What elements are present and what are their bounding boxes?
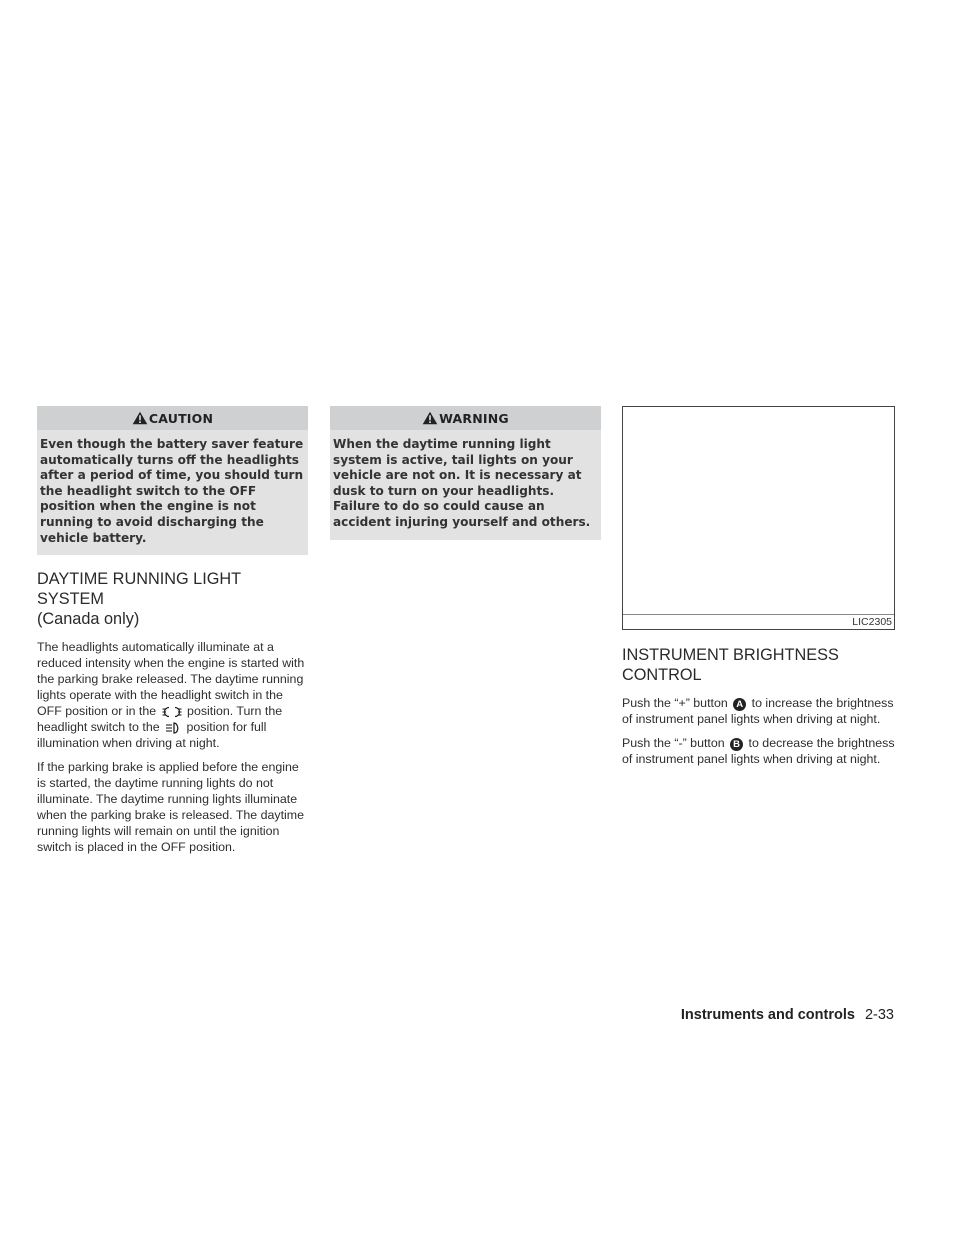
warning-title: WARNING bbox=[439, 410, 509, 426]
caution-text: Even though the battery saver feature automatically turns off the headlights after a period of time, you should turn the headlight switch to the OFF position when the engine is not running to avoid discharging the vehicle battery. bbox=[40, 437, 304, 545]
column-left bbox=[37, 406, 308, 863]
brightness-p1-part-b: to increase the brightness of instrument panel lights when driving at night. bbox=[622, 696, 894, 726]
drl-p1-part-a: The headlights automatically illuminate at a reduced intensity when the engine is started with the parking brake released. The daytime running lights operate with the headlight switch in the OFF position or in the bbox=[37, 640, 305, 719]
headlight-icon bbox=[165, 722, 181, 734]
callout-a-icon: A bbox=[733, 698, 746, 711]
drl-paragraph-1 bbox=[37, 639, 308, 751]
brightness-paragraph-1 bbox=[622, 695, 895, 727]
column-right bbox=[622, 406, 895, 775]
parking-light-icon bbox=[162, 706, 182, 718]
callout-b-icon: B bbox=[730, 738, 743, 751]
brightness-p2-part-a: Push the “-” button bbox=[622, 736, 725, 750]
warning-header bbox=[330, 406, 601, 430]
caution-header bbox=[37, 406, 308, 430]
brightness-heading-line2: CONTROL bbox=[622, 666, 702, 684]
warning-triangle-icon bbox=[132, 411, 148, 425]
caution-title: CAUTION bbox=[148, 410, 214, 426]
caution-box bbox=[37, 406, 308, 555]
drl-heading-line1: DAYTIME RUNNING LIGHT SYSTEM bbox=[37, 570, 241, 609]
warning-box bbox=[330, 406, 601, 540]
page-footer bbox=[681, 1007, 894, 1023]
footer-section-title: Instruments and controls bbox=[680, 1007, 855, 1023]
brightness-p2-part-b: to decrease the brightness of instrument panel lights when driving at night. bbox=[622, 736, 895, 766]
brightness-p1-part-a: Push the “+” button bbox=[622, 696, 728, 710]
drl-paragraph-2: If the parking brake is applied before the engine is started, the daytime running lights do not illuminate. The daytime running lights illuminate when the parking brake is released. The daytime running lights will remain on until the ignition switch is placed in the OFF position. bbox=[37, 760, 305, 855]
brightness-paragraph-2 bbox=[622, 735, 895, 767]
drl-heading bbox=[37, 569, 308, 629]
warning-text: When the daytime running light system is active, tail lights on your vehicle are not on. It is necessary at dusk to turn on your headlights. Failure to do so could cause an accident injuring yourself and others. bbox=[333, 437, 591, 529]
column-middle bbox=[330, 406, 601, 554]
figure-caption-rule bbox=[623, 614, 894, 615]
warning-triangle-icon bbox=[422, 411, 438, 425]
drl-p1-part-c: position for full illumination when driving at night. bbox=[37, 720, 267, 751]
drl-p1-part-b: position. Turn the headlight switch to the bbox=[37, 704, 283, 735]
illustration-frame bbox=[622, 406, 895, 630]
brightness-heading bbox=[622, 645, 895, 685]
drl-heading-line2: (Canada only) bbox=[37, 610, 140, 629]
brightness-heading-line1: INSTRUMENT BRIGHTNESS bbox=[622, 646, 839, 664]
figure-code: LIC2305 bbox=[852, 616, 892, 628]
page-number: 2-33 bbox=[864, 1007, 894, 1023]
